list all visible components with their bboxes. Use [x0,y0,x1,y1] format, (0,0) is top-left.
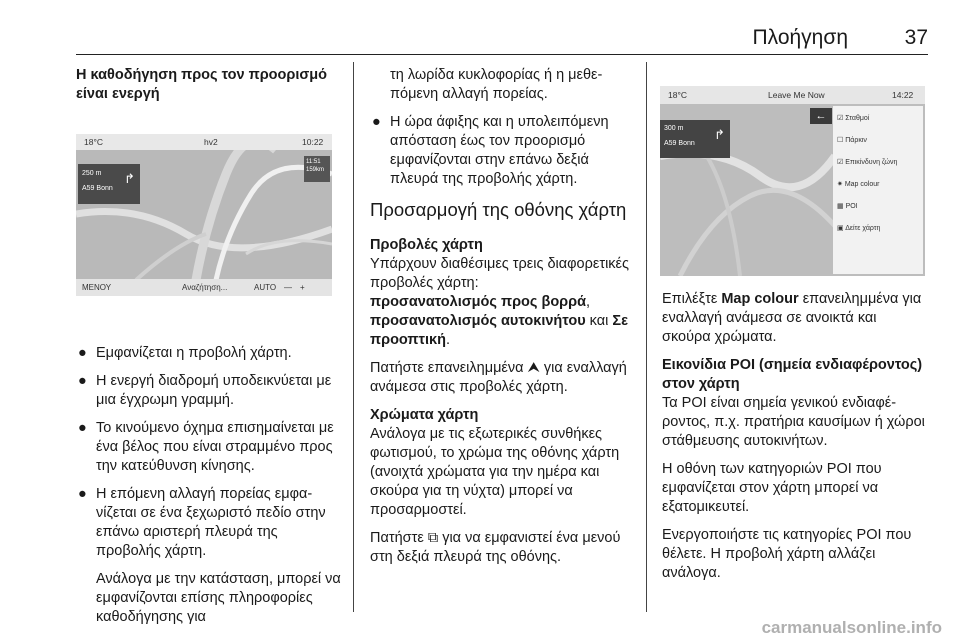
map-side-menu [833,106,923,274]
left-continuation: Ανάλογα με την κατάσταση, μπορεί να εμφανίζονται επίσης πληροφορίες καθοδήγησης για [96,571,341,625]
list-item: ● Η ενεργή διαδρομή υποδεικνύεται με μια έγχρωμη γραμμή. [78,373,332,408]
middle-continuation: τη λωρίδα κυκλοφορίας ή η μεθεπόμενη αλλαγή πορείας. [390,67,603,102]
column-divider-2 [646,62,647,612]
list-item: ● Εμφανίζεται η προβολή χάρτη. [78,345,292,361]
road-label: hv2 [204,137,218,147]
arrival-distance: 159km [306,167,325,173]
menu-item-map-colour[interactable]: ✷ Map colour [837,181,880,188]
subheading-map-colours: Χρώματα χάρτη [370,407,479,423]
turn-distance: 250 m [82,170,102,177]
page-number: 37 [904,26,928,49]
watermark: carmanualsonline.info [761,618,942,637]
left-heading: Η καθοδήγηση προς τον προορισμό είναι ενεργή [76,67,328,102]
paragraph-map-colours: Ανάλογα με τις εξωτερικές συνθήκες φωτισμού, το χρώμα της οθόνης χάρτη (ανοιχτά χρώματα για την ημέρα και σκούρα για τη νύχτα) μπορεί να προσαρμοστεί. [370,426,620,518]
subheading-poi-icons: Εικονίδια POI (σημεία ενδιαφέροντος) στον χάρτη [662,357,923,392]
map2-status-bar [660,86,925,104]
map-roads [76,134,332,296]
menu-item-view-map[interactable]: ▣ Δείτε χάρτη [837,225,881,232]
next-turn-box [660,120,730,158]
left-heading-block [76,66,340,104]
map-view-figure [76,134,332,296]
zoom-out-icon[interactable]: — [284,283,292,292]
menu-item-stations[interactable]: ☑ Σταθμοί [837,115,870,122]
menu-item-parking[interactable]: ☐ Πάρκιν [837,137,867,144]
paragraph-open-menu: Πατήστε ⧉ για να εμφανιστεί ένα μενού στη δεξιά πλευρά της οθόνης. [370,530,621,565]
back-arrow-icon[interactable]: ← [810,108,832,124]
map-colour-menu-figure [660,86,925,276]
map-toolbar [76,279,332,296]
right-text [662,290,928,592]
paragraph-poi-activate: Ενεργοποιήστε τις κατηγορίες POI που θέλετε. Η προβολή χάρτη αλλάζει ανάλογα. [662,527,912,581]
paragraph-map-views: Υπάρχουν διαθέσιμες τρεις διαφορετικές προβολές χάρτη: προσανατολισμός προς βορρά, προσανατολισμός αυτοκινήτου και Σε προοπτική. [370,256,629,348]
left-text [76,344,346,636]
paragraph-poi-customise: Η οθόνη των κατηγοριών POI που εμφανίζεται στον χάρτη μπορεί να εξατομικευτεί. [662,461,882,515]
paragraph-toggle-views: Πατήστε επανειλημμένα ⮝ για εναλλαγή ανάμεσα στις προβολές χάρτη. [370,360,627,395]
turn-right-icon: ↱ [714,127,725,142]
turn-distance: 300 m [664,125,684,132]
middle-text [370,66,638,576]
clock: 10:22 [302,137,324,147]
turn-street: A59 Bonn [82,185,113,192]
paragraph-select-map-colour: Επιλέξτε Map colour επανειλημμένα για εναλλαγή ανάμεσα σε ανοικτά και σκούρα χρώματα. [662,291,922,345]
list-item: ● Το κινούμενο όχημα επισημαίνεται με ένα βέλος που είναι στραμμένο προς την κατεύθυνση κίνησης. [78,420,334,474]
list-item: ● Η επόμενη αλλαγή πορείας εμφανίζεται σε ένα ξεχωριστό πεδίο στην επάνω αριστερή πλευρά της προβολής χάρτη. [78,486,326,559]
leave-label: Leave Me Now [768,90,825,100]
subheading-map-views: Προβολές χάρτη [370,237,483,253]
menu-item-poi[interactable]: ▦ POI [837,203,858,210]
turn-street: A59 Bonn [664,140,695,147]
clock: 14:22 [892,90,914,100]
column-divider-1 [353,62,354,612]
paragraph-poi-definition: Τα POI είναι σημεία γενικού ενδιαφέροντος, π.χ. πρατήρια καυσίμων ή χώροι στάθμευσης αυτοκινήτων. [662,395,925,449]
header-rule [76,54,928,55]
zoom-auto-button[interactable]: AUTO [254,283,277,292]
arrival-info [304,156,330,182]
map-status-bar [76,134,332,150]
section-title: Προσαρμογή της οθόνης χάρτη [370,199,627,220]
temperature: 18°C [668,90,687,100]
search-button[interactable]: Αναζήτηση... [182,283,228,292]
arrival-time: 11:51 [306,159,321,165]
page-header-title: Πλοήγηση [752,26,848,49]
temperature: 18°C [84,137,103,147]
list-item: ● Η ώρα άφιξης και η υπολειπόμενη απόσταση έως τον προορισμό εμφανίζονται στην επάνω δεξιά πλευρά της προβολής χάρτη. [372,114,609,187]
menu-button[interactable]: ΜΕΝΟΥ [82,283,112,292]
menu-item-danger-zone[interactable]: ☑ Επικίνδυνη ζώνη [837,159,898,166]
next-turn-box [78,164,140,204]
zoom-in-icon[interactable]: + [300,283,305,292]
turn-right-icon: ↱ [124,171,135,186]
